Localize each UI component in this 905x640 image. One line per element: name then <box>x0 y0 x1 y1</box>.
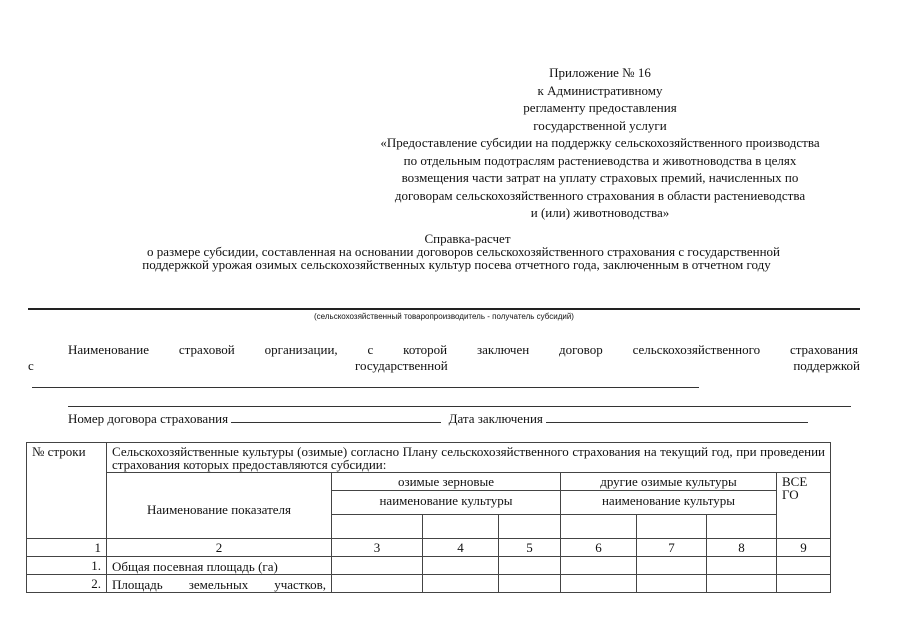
insurer-word: с <box>367 342 374 357</box>
value-cell[interactable] <box>332 575 423 593</box>
crop-name-cell[interactable] <box>561 515 637 539</box>
title-line: о размере субсидии, составленная на основании договоров сельскохозяйственного страхования с государственной <box>146 244 781 259</box>
contract-number-label: Номер договора страхования <box>68 411 229 426</box>
subsidy-table <box>26 442 831 593</box>
insurer-label <box>68 342 858 358</box>
column-number: 4 <box>423 539 499 557</box>
value-cell[interactable] <box>777 557 831 575</box>
value-cell[interactable] <box>499 575 561 593</box>
header-crop-name-2: наименование культуры <box>561 491 777 515</box>
header-crops: Сельскохозяйственные культуры (озимые) согласно Плану сельскохозяйственного страхования на текущий год, при проведении страхования которых предоставляются субсидии: <box>107 443 831 473</box>
crop-name-cell[interactable] <box>707 515 777 539</box>
insurer-word: страхования <box>789 342 858 357</box>
insurer-word: поддержкой <box>793 358 860 373</box>
insurer-name-field[interactable] <box>32 387 699 388</box>
appendix-line: возмещения части затрат на уплату страховых премий, начисленных по <box>401 170 799 185</box>
producer-line[interactable] <box>28 308 860 310</box>
header-crop-name-1: наименование культуры <box>332 491 561 515</box>
appendix-line: «Предоставление субсидии на поддержку сельскохозяйственного производства <box>380 135 820 150</box>
column-number: 1 <box>27 539 107 557</box>
contract-date-label: Дата заключения <box>448 411 543 426</box>
appendix-line: к Административному <box>537 82 663 98</box>
header-other-winter: другие озимые культуры <box>561 473 777 491</box>
row-indicator-word: земельных <box>188 577 249 592</box>
appendix-line: регламенту предоставления <box>523 100 677 115</box>
insurer-word: страховой <box>178 342 235 357</box>
row-indicator-word: Площадь <box>112 577 163 592</box>
header-winter-grain: озимые зерновые <box>332 473 561 491</box>
appendix-header <box>330 64 870 222</box>
column-number: 7 <box>637 539 707 557</box>
value-cell[interactable] <box>561 575 637 593</box>
value-cell[interactable] <box>561 557 637 575</box>
row-number: 1. <box>27 557 107 575</box>
crop-name-cell[interactable] <box>499 515 561 539</box>
value-cell[interactable] <box>423 575 499 593</box>
column-number: 3 <box>332 539 423 557</box>
contract-row <box>68 411 858 427</box>
insurer-word: сельскохозяйственного <box>632 342 761 357</box>
header-total <box>777 473 831 539</box>
contract-number-field[interactable] <box>231 421 441 423</box>
crop-name-cell[interactable] <box>423 515 499 539</box>
appendix-line: государственной услуги <box>533 117 667 133</box>
value-cell[interactable] <box>332 557 423 575</box>
title-main: Справка-расчет <box>424 231 511 246</box>
value-cell[interactable] <box>423 557 499 575</box>
title-line: поддержкой урожая озимых сельскохозяйственных культур посева отчетного года, заключенным в отчетном году <box>142 257 771 272</box>
column-number: 2 <box>107 539 332 557</box>
row-indicator-word: участков, <box>274 577 326 592</box>
column-numbers-row <box>27 539 831 557</box>
crop-name-cell[interactable] <box>637 515 707 539</box>
insurer-word: Наименование <box>68 342 149 357</box>
crop-name-cell[interactable] <box>332 515 423 539</box>
table-row <box>27 557 831 575</box>
value-cell[interactable] <box>637 575 707 593</box>
column-number: 6 <box>561 539 637 557</box>
appendix-line: по отдельным подотраслям растениеводства и животноводства в целях <box>403 152 797 168</box>
insurer-word: заключен <box>476 342 530 357</box>
insurer-word: договор <box>559 342 603 357</box>
header-total-label: ВСЕГО <box>782 474 808 502</box>
insurer-word: государственной <box>355 358 448 373</box>
producer-caption: (сельскохозяйственный товаропроизводитель - получатель субсидий) <box>314 312 574 321</box>
column-number: 9 <box>777 539 831 557</box>
appendix-number: Приложение № 16 <box>549 65 651 80</box>
insurer-name-field-2[interactable] <box>68 406 851 407</box>
value-cell[interactable] <box>707 575 777 593</box>
value-cell[interactable] <box>637 557 707 575</box>
header-row-number: № строки <box>27 443 107 539</box>
value-cell[interactable] <box>499 557 561 575</box>
document-title <box>0 232 905 271</box>
column-number: 5 <box>499 539 561 557</box>
insurer-word: с <box>28 358 34 373</box>
row-indicator: Общая посевная площадь (га) <box>107 557 332 575</box>
header-indicator-name: Наименование показателя <box>107 473 332 539</box>
insurer-word: организации, <box>264 342 338 357</box>
row-indicator-text <box>112 578 326 591</box>
row-indicator <box>107 575 332 593</box>
appendix-line: и (или) животноводства» <box>530 205 670 220</box>
value-cell[interactable] <box>707 557 777 575</box>
appendix-line: договорам сельскохозяйственного страхования в области растениеводства <box>394 187 806 203</box>
row-number: 2. <box>27 575 107 593</box>
value-cell[interactable] <box>777 575 831 593</box>
table-row <box>27 575 831 593</box>
column-number: 8 <box>707 539 777 557</box>
insurer-word: которой <box>403 342 448 357</box>
contract-date-field[interactable] <box>546 421 808 423</box>
insurer-label-line2 <box>28 358 860 374</box>
